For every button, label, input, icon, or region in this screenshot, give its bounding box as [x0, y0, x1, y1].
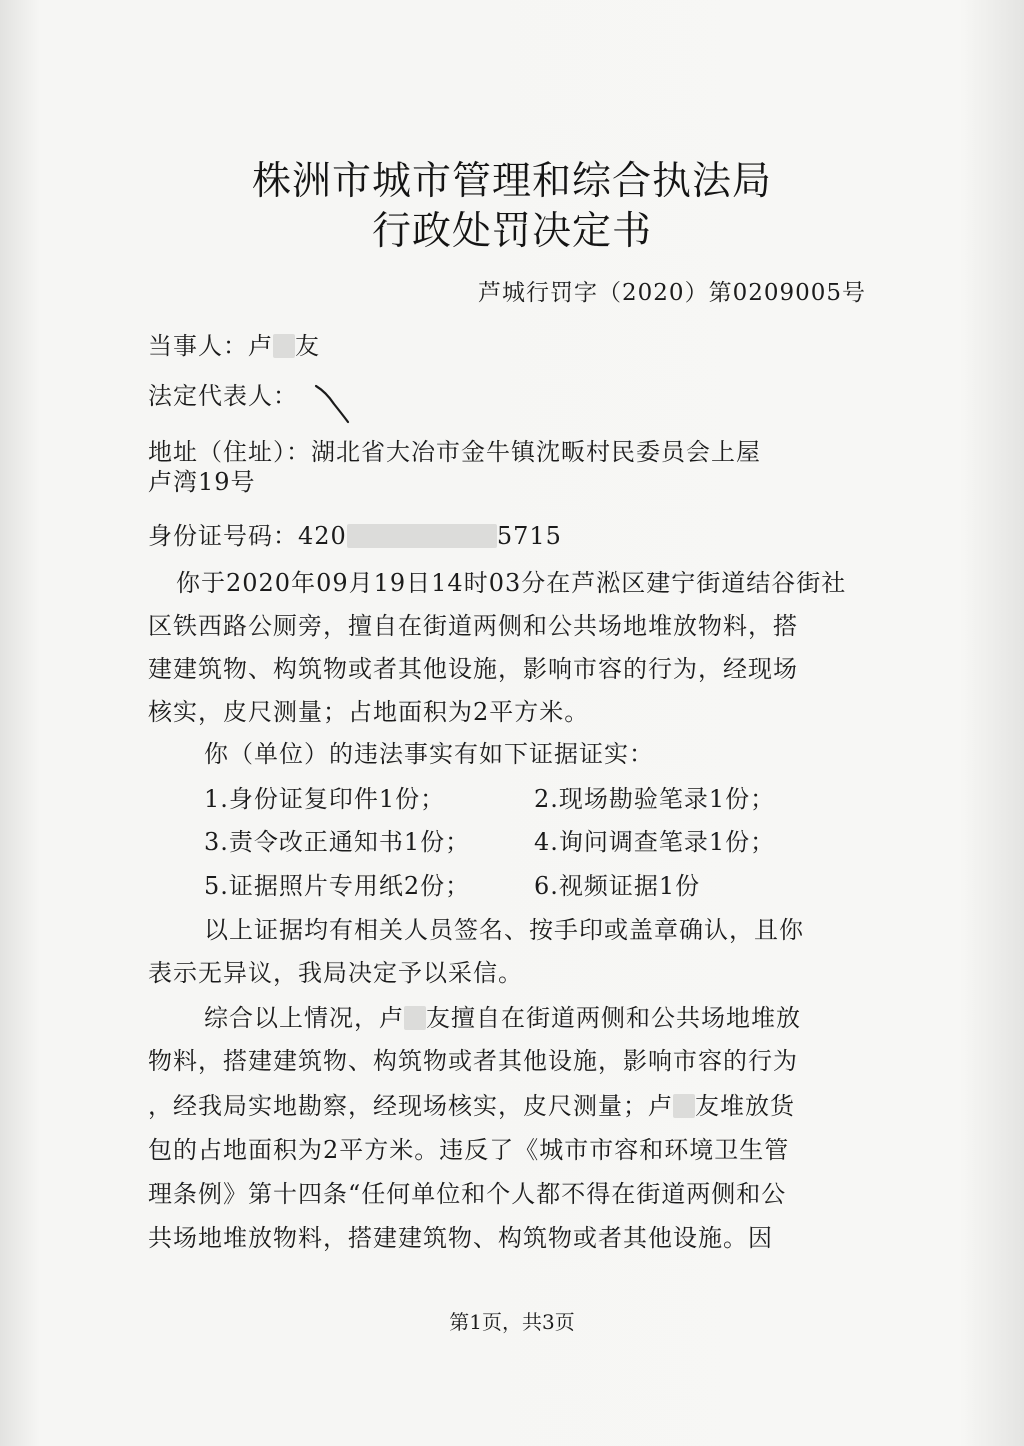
paragraph-line: 区铁西路公厕旁，擅自在街道两侧和公共场地堆放物料，搭 [148, 612, 798, 640]
paragraph-line: 包的占地面积为2平方米。违反了《城市市容和环境卫生管 [148, 1136, 790, 1164]
redaction-mark [673, 1094, 695, 1118]
paragraph-line: 物料，搭建建筑物、构筑物或者其他设施，影响市容的行为 [148, 1047, 798, 1075]
text-span: 友擅自在街道两侧和公共场地堆放 [426, 1004, 801, 1032]
evidence-item: 1.身份证复印件1份； [204, 785, 446, 813]
redaction-mark [404, 1006, 426, 1030]
paragraph-line: 建建筑物、构筑物或者其他设施，影响市容的行为，经现场 [148, 655, 798, 683]
paragraph-line: 理条例》第十四条“任何单位和个人都不得在街道两侧和公 [148, 1180, 787, 1208]
address-line-1: 地址（住址）：湖北省大冶市金牛镇沈畈村民委员会上屋 [148, 438, 761, 466]
title-line-1: 株洲市城市管理和综合执法局 [251, 159, 772, 204]
id-number-line [148, 516, 562, 551]
strike-mark [312, 380, 352, 426]
party-name-first: 卢 [248, 332, 273, 360]
paragraph-line: 核实，皮尺测量；占地面积为2平方米。 [148, 698, 590, 726]
id-prefix: 420 [298, 522, 347, 550]
paragraph-line: 以上证据均有相关人员签名、按手印或盖章确认，且你 [204, 916, 804, 944]
evidence-item: 4.询问调查笔录1份； [534, 828, 776, 856]
document-number: 芦城行罚字（2020）第0209005号 [478, 280, 866, 306]
paragraph-line [204, 998, 801, 1033]
text-span: ，经我局实地勘察，经现场核实，皮尺测量；卢 [148, 1092, 673, 1120]
address-line-2: 卢湾19号 [148, 468, 256, 496]
text-span: 综合以上情况，卢 [204, 1004, 404, 1032]
text-span: 友堆放货 [695, 1092, 795, 1120]
evidence-item: 5.证据照片专用纸2份； [204, 872, 471, 900]
evidence-item: 6.视频证据1份 [534, 872, 701, 900]
redaction-mark [273, 334, 295, 358]
redaction-mark [347, 524, 497, 548]
legal-rep-label: 法定代表人： [148, 382, 298, 410]
party-name-last: 友 [295, 332, 320, 360]
evidence-item: 3.责令改正通知书1份； [204, 828, 471, 856]
party-name-label: 当事人： [148, 332, 248, 360]
paragraph-line: 共场地堆放物料，搭建建筑物、构筑物或者其他设施。因 [148, 1224, 773, 1252]
party-name-line [148, 326, 320, 361]
paragraph-line: 你于2020年09月19日14时03分在芦淞区建宁街道结谷街社 [176, 569, 847, 597]
id-suffix: 5715 [496, 522, 562, 550]
evidence-intro: 你（单位）的违法事实有如下证据证实： [204, 740, 654, 768]
paragraph-line: 表示无异议，我局决定予以采信。 [148, 959, 523, 987]
id-label: 身份证号码： [148, 522, 298, 550]
legal-rep-line [148, 376, 298, 411]
evidence-item: 2.现场勘验笔录1份； [534, 785, 776, 813]
paragraph-line [148, 1086, 795, 1121]
page-footer: 第1页，共3页 [449, 1310, 575, 1334]
title-line-2: 行政处罚决定书 [371, 209, 652, 254]
